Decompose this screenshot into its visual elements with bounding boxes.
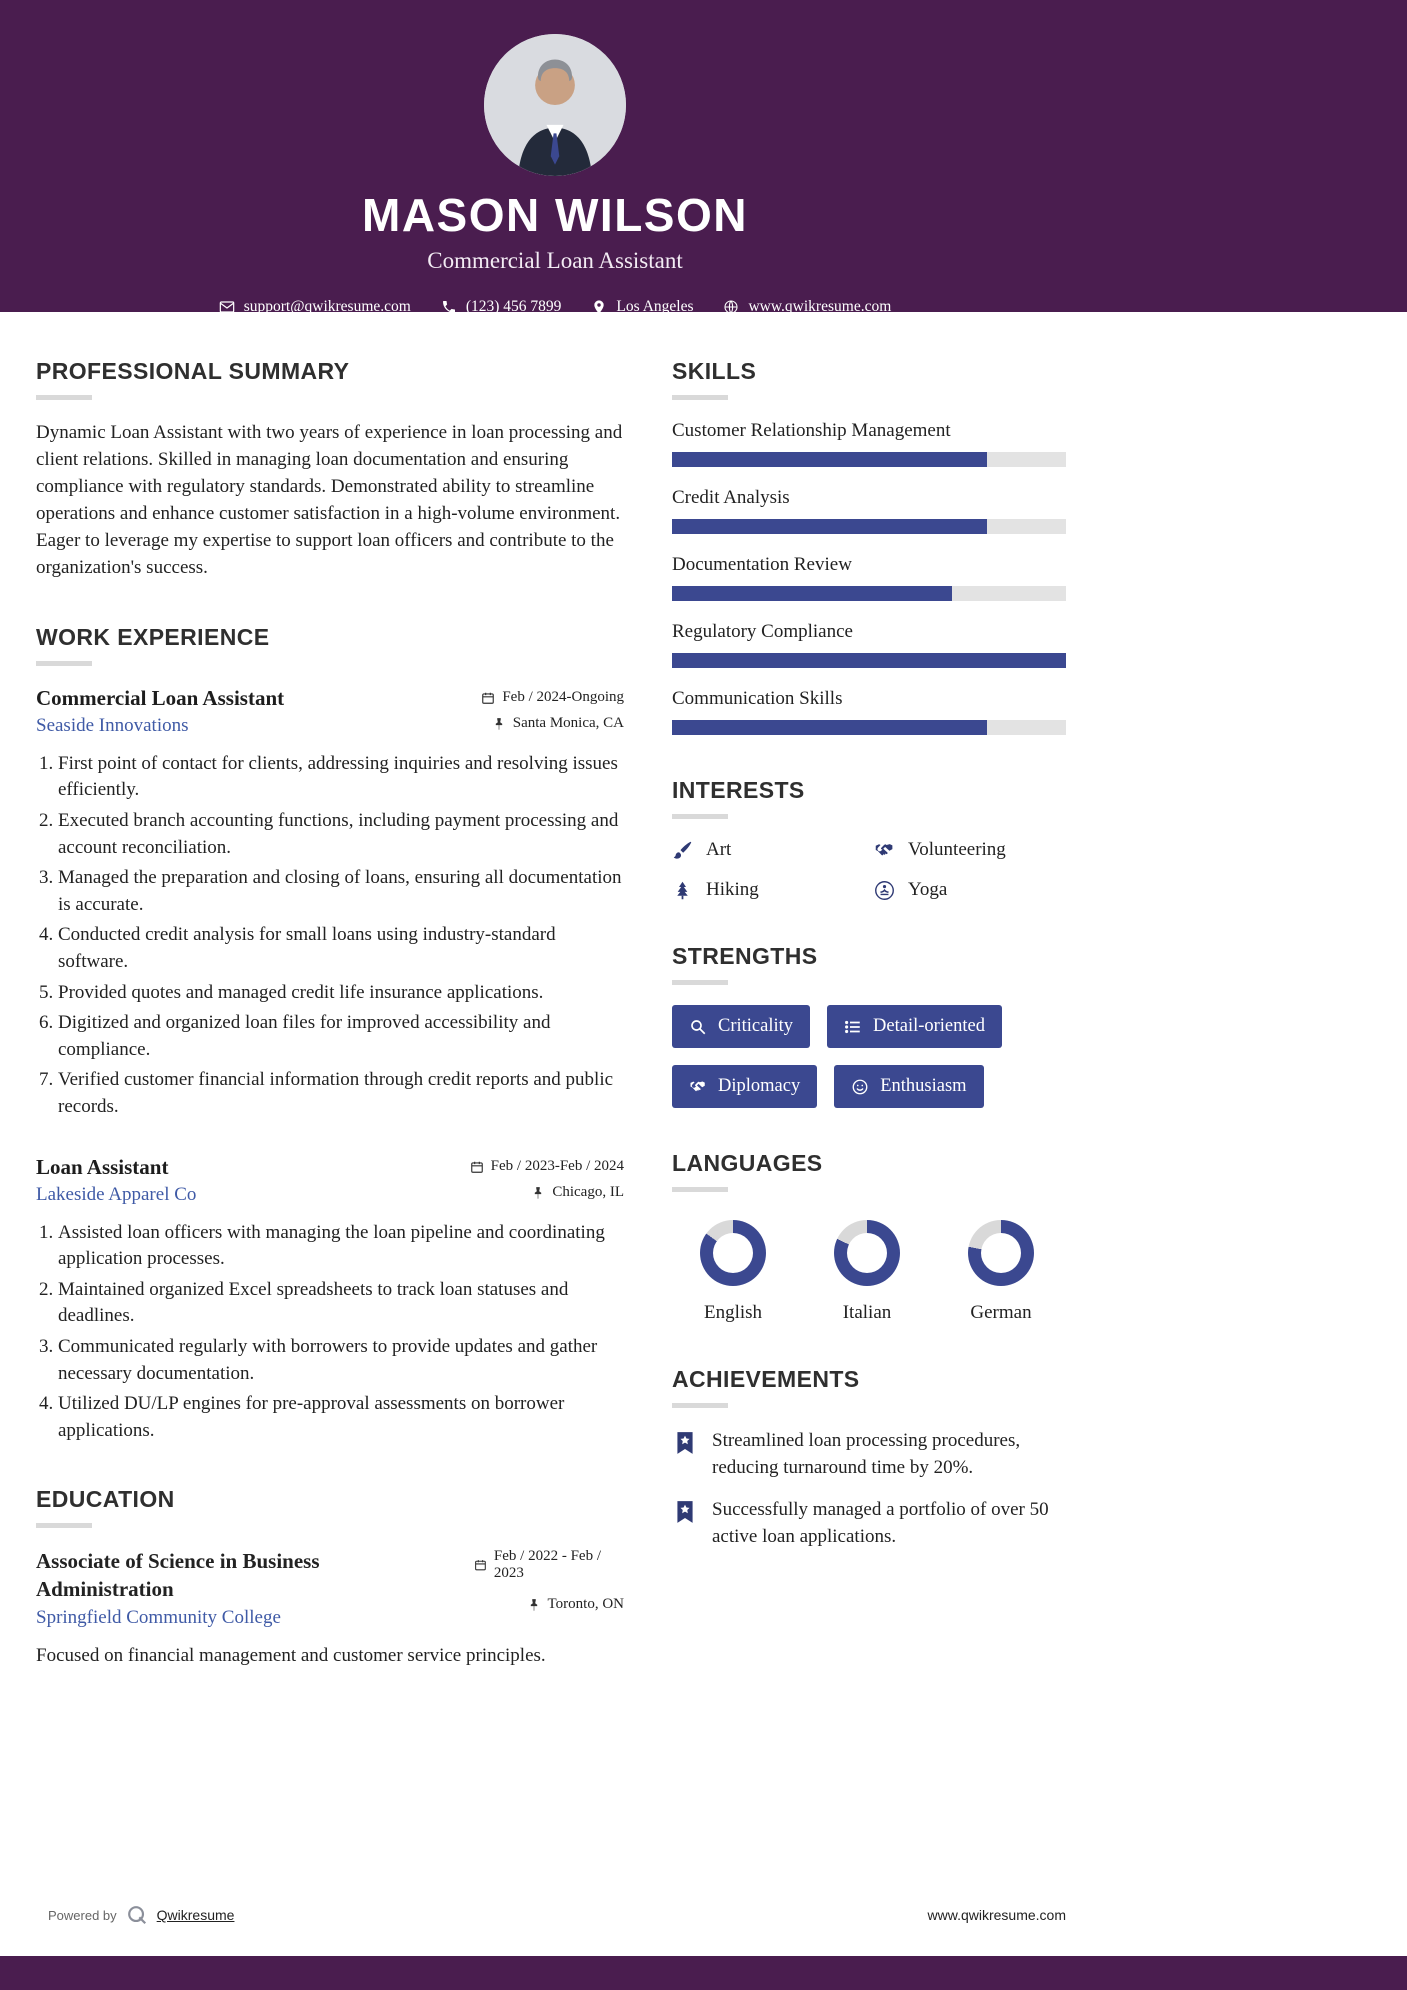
candidate-name: MASON WILSON <box>362 189 748 241</box>
bottom-accent-bar <box>0 1956 1407 1990</box>
calendar-icon <box>470 1160 484 1174</box>
handshake-icon <box>689 1078 707 1096</box>
section-rule <box>672 395 728 400</box>
job-bullet: 7. Verified customer financial information through credit reports and public records. <box>58 1067 624 1120</box>
education-description: Focused on financial management and customer service principles. <box>36 1644 546 1666</box>
contact-website-text: www.qwikresume.com <box>748 297 892 315</box>
job-bullet: 6. Digitized and organized loan files for improved accessibility and compliance. <box>58 1010 624 1063</box>
job-title: Loan Assistant <box>36 1154 169 1179</box>
job-location <box>492 715 624 732</box>
calendar-icon <box>481 691 495 705</box>
skill-item <box>672 621 1066 668</box>
paintbrush-icon <box>672 840 693 861</box>
skill-name: Customer Relationship Management <box>672 420 951 441</box>
pine-tree-icon <box>672 880 693 901</box>
section-rule <box>672 1403 728 1408</box>
education-heading: EDUCATION <box>36 1486 175 1513</box>
experience-heading: WORK EXPERIENCE <box>36 623 270 650</box>
strength-badge-diplomacy[interactable] <box>672 1065 817 1108</box>
section-education <box>36 1486 624 1667</box>
skill-item <box>672 487 1066 534</box>
skill-bar-fill <box>672 586 952 601</box>
job-bullet: 1. First point of contact for clients, addressing inquiries and resolving issues efficiently. <box>58 751 624 804</box>
globe-icon <box>723 299 739 315</box>
job-location-text: Chicago, IL <box>552 1184 624 1201</box>
strength-badge-detail-oriented[interactable] <box>827 1005 1002 1048</box>
job-bullet: 2. Executed branch accounting functions, including payment processing and account reconciliation. <box>58 808 624 861</box>
section-skills <box>672 358 1066 735</box>
skill-item <box>672 420 1066 467</box>
interest-label: Volunteering <box>908 839 1006 860</box>
job-title: Commercial Loan Assistant <box>36 685 285 710</box>
summary-heading: PROFESSIONAL SUMMARY <box>36 358 350 384</box>
section-strengths <box>672 943 1066 1108</box>
job-bullet: 5. Provided quotes and managed credit life insurance applications. <box>58 980 624 1007</box>
contact-phone-text: (123) 456 7899 <box>465 297 562 315</box>
education-date-text: Feb / 2022 - Feb / 2023 <box>493 1548 602 1582</box>
pushpin-icon <box>531 1186 545 1200</box>
job-bullet: 1. Assisted loan officers with managing the loan pipeline and coordinating application processes. <box>58 1220 624 1273</box>
award-bookmark-icon <box>672 1430 698 1456</box>
skill-item <box>672 688 1066 735</box>
content <box>0 312 1110 1709</box>
skill-bar-fill <box>672 452 987 467</box>
skill-bar-fill <box>672 519 987 534</box>
job-bullet: 4. Utilized DU/LP engines for pre-approval assessments on borrower applications. <box>58 1391 624 1444</box>
header <box>0 0 1407 315</box>
language-donut-chart <box>700 1220 766 1286</box>
achievement-text: Successfully managed a portfolio of over 50 active loan applications. <box>712 1499 1049 1547</box>
job-bullet-list <box>36 1220 624 1445</box>
language-donut-chart <box>968 1220 1034 1286</box>
strength-badge-criticality[interactable] <box>672 1005 810 1048</box>
map-pin-icon <box>591 299 607 315</box>
skill-name: Documentation Review <box>672 554 852 575</box>
left-column <box>36 358 624 1709</box>
section-professional-summary <box>36 358 624 582</box>
section-rule <box>672 1187 728 1192</box>
job-location <box>531 1184 624 1201</box>
language-item <box>678 1220 788 1324</box>
skill-bar-fill <box>672 653 1066 668</box>
job-date <box>470 1158 624 1175</box>
footer <box>0 1904 1110 1926</box>
skill-bar-fill <box>672 720 987 735</box>
skill-bar-track <box>672 519 1066 534</box>
language-item <box>812 1220 922 1324</box>
language-name: Italian <box>842 1302 892 1323</box>
achievement-item <box>672 1428 1066 1481</box>
interest-label: Art <box>706 839 732 860</box>
education-location <box>474 1596 624 1613</box>
skill-name: Communication Skills <box>672 688 843 709</box>
job-entry <box>36 686 624 1121</box>
company-link[interactable]: Seaside Innovations <box>36 714 189 736</box>
achievements-heading: ACHIEVEMENTS <box>672 1366 860 1392</box>
degree-title: Associate of Science in Business Administration <box>36 1549 320 1601</box>
job-date-text: Feb / 2023-Feb / 2024 <box>490 1158 624 1175</box>
section-rule <box>36 1523 92 1528</box>
handshake-icon <box>874 840 895 861</box>
powered-by <box>48 1904 234 1926</box>
skills-heading: SKILLS <box>672 358 757 384</box>
strengths-heading: STRENGTHS <box>672 943 818 969</box>
interest-item <box>874 879 1066 901</box>
skill-bar-track <box>672 653 1066 668</box>
section-rule <box>672 814 728 819</box>
interests-heading: INTERESTS <box>672 777 805 803</box>
section-rule <box>36 661 92 666</box>
envelope-icon <box>219 299 235 315</box>
section-interests <box>672 777 1066 901</box>
strength-label: Criticality <box>718 1016 794 1036</box>
contact-location-text: Los Angeles <box>616 297 694 315</box>
interest-item <box>672 879 864 901</box>
award-bookmark-icon <box>672 1499 698 1525</box>
interest-label: Yoga <box>908 879 948 900</box>
skill-item <box>672 554 1066 601</box>
interest-item <box>672 839 864 861</box>
pushpin-icon <box>527 1598 541 1612</box>
profile-photo <box>484 34 626 176</box>
achievement-item <box>672 1497 1066 1550</box>
education-location-text: Toronto, ON <box>547 1596 624 1613</box>
section-rule <box>672 980 728 985</box>
job-bullet: 4. Conducted credit analysis for small loans using industry-standard software. <box>58 922 624 975</box>
skill-bar-track <box>672 720 1066 735</box>
qwikresume-link[interactable]: Qwikresume <box>156 1907 235 1923</box>
section-achievements <box>672 1366 1066 1550</box>
magnifier-icon <box>689 1018 707 1036</box>
calendar-icon <box>474 1558 487 1572</box>
skill-bar-track <box>672 586 1066 601</box>
contact-location <box>591 298 693 316</box>
person-portrait-icon <box>484 34 626 176</box>
interest-label: Hiking <box>706 879 759 900</box>
job-date-text: Feb / 2024-Ongoing <box>502 689 624 706</box>
language-name: German <box>970 1302 1032 1323</box>
summary-text: Dynamic Loan Assistant with two years of experience in loan processing and client relations. Skilled in managing loan documentation and ensuring compliance with regulatory standards. Demonstrated ability to streamline operations and enhance customer satisfaction in a high-volume environment. Eager to leverage my expertise to support loan officers and contribute to the organization's success. <box>36 422 623 578</box>
education-date <box>474 1548 624 1582</box>
powered-by-label: Powered by <box>48 1907 117 1923</box>
candidate-title: Commercial Loan Assistant <box>427 247 683 273</box>
contact-website[interactable] <box>723 298 891 316</box>
job-bullet: 2. Maintained organized Excel spreadsheets to track loan statuses and deadlines. <box>58 1277 624 1330</box>
footer-website-link[interactable]: www.qwikresume.com <box>927 1907 1066 1923</box>
contact-email[interactable] <box>219 298 411 316</box>
languages-heading: LANGUAGES <box>672 1150 823 1176</box>
pushpin-icon <box>492 717 506 731</box>
strength-label: Enthusiasm <box>880 1076 967 1096</box>
phone-icon <box>441 299 457 315</box>
job-bullet-list <box>36 751 624 1121</box>
smiley-icon <box>851 1078 869 1096</box>
yoga-icon <box>874 880 895 901</box>
skill-bar-track <box>672 452 1066 467</box>
strength-label: Detail-oriented <box>873 1016 985 1036</box>
strength-label: Diplomacy <box>718 1076 801 1096</box>
language-item <box>946 1220 1056 1324</box>
job-entry <box>36 1155 624 1445</box>
list-icon <box>844 1018 862 1036</box>
qwikresume-logo-icon <box>126 1904 148 1926</box>
right-column <box>672 358 1066 1709</box>
contact-phone[interactable] <box>441 298 562 316</box>
skill-name: Credit Analysis <box>672 487 790 508</box>
contact-email-text: support@qwikresume.com <box>243 297 411 315</box>
section-rule <box>36 395 92 400</box>
job-bullet: 3. Managed the preparation and closing of loans, ensuring all documentation is accurate. <box>58 865 624 918</box>
job-date <box>481 689 624 706</box>
language-donut-chart <box>834 1220 900 1286</box>
achievement-text: Streamlined loan processing procedures, reducing turnaround time by 20%. <box>712 1430 1021 1478</box>
school-link[interactable]: Springfield Community College <box>36 1606 281 1628</box>
language-name: English <box>703 1302 763 1323</box>
interest-item <box>874 839 1066 861</box>
strength-badge-enthusiasm[interactable] <box>834 1065 983 1108</box>
section-work-experience <box>36 624 624 1444</box>
company-link[interactable]: Lakeside Apparel Co <box>36 1183 197 1205</box>
skill-name: Regulatory Compliance <box>672 621 853 642</box>
section-languages <box>672 1150 1066 1324</box>
job-location-text: Santa Monica, CA <box>512 715 624 732</box>
job-bullet: 3. Communicated regularly with borrowers to provide updates and gather necessary documentation. <box>58 1334 624 1387</box>
